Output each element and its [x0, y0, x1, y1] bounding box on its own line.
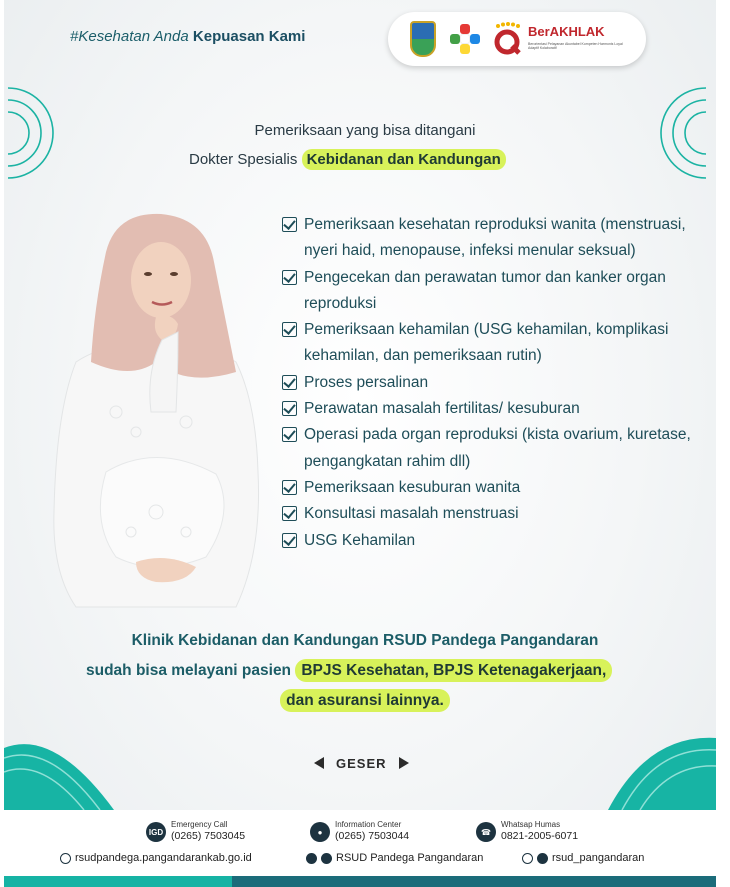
- hashtag-italic: #Kesehatan Anda: [70, 28, 189, 45]
- decorative-wave-right: [608, 728, 716, 810]
- whatsapp-label: Whatsap Humas: [501, 820, 561, 829]
- facebook-icon: [321, 853, 332, 864]
- info-label: Information Center: [335, 820, 402, 829]
- logo-pill: [388, 12, 646, 66]
- clinic-line-1: Klinik Kebidanan dan Kandungan RSUD Pandega Pangandaran: [131, 632, 599, 649]
- checkbox-icon: [282, 480, 297, 495]
- service-item: Pemeriksaan kesehatan reproduksi wanita (menstruasi, nyeri haid, menopause, infeksi menular seksual): [282, 212, 702, 265]
- clinic-line-3: [4, 692, 716, 710]
- service-item: Pemeriksaan kehamilan (USG kehamilan, komplikasi kehamilan, dan pemeriksaan rutin): [282, 317, 702, 370]
- emergency-icon: IGD: [146, 822, 166, 842]
- pangandaran-crest-icon: [410, 21, 436, 57]
- checkbox-icon: [282, 322, 297, 337]
- berakhlak-mark-icon: [492, 22, 524, 56]
- checkbox-icon: [282, 427, 297, 442]
- info-contact: [310, 820, 409, 843]
- service-item: USG Kehamilan: [282, 528, 702, 554]
- emergency-label: Emergency Call: [171, 820, 228, 829]
- instagram-tiktok-text[interactable]: rsud_pangandaran: [552, 852, 645, 864]
- emergency-value[interactable]: (0265) 7503045: [171, 830, 246, 842]
- clinic-line-3-highlight: dan asuransi lainnya.: [280, 689, 450, 712]
- services-checklist: [282, 212, 702, 554]
- heading-line-2: [189, 151, 506, 168]
- footer: [4, 810, 716, 876]
- swipe-indicator[interactable]: [314, 754, 409, 772]
- berakhlak-logo-subtext: Berorientasi Pelayanan Akuntabel Kompeten Harmonis Loyal Adaptif Kolaboratif: [528, 42, 623, 50]
- service-item: Konsultasi masalah menstruasi: [282, 501, 702, 527]
- clinic-line-2-prefix: sudah bisa melayani pasien: [86, 662, 292, 679]
- whatsapp-contact: [476, 820, 578, 843]
- checkbox-icon: [282, 533, 297, 548]
- heading-line-1: Pemeriksaan yang bisa ditangani: [254, 122, 476, 139]
- checkbox-icon: [282, 506, 297, 521]
- youtube-facebook-text[interactable]: RSUD Pandega Pangandaran: [336, 852, 484, 864]
- globe-icon: [60, 853, 71, 864]
- right-margin: [716, 0, 730, 887]
- hashtag-tagline: [70, 28, 305, 45]
- heading-prefix: Dokter Spesialis: [189, 151, 298, 168]
- poster: [4, 0, 716, 887]
- decorative-wave-left: [4, 728, 114, 810]
- checkbox-icon: [282, 401, 297, 416]
- checkbox-icon: [282, 270, 297, 285]
- service-item: Pengecekan dan perawatan tumor dan kanker organ reproduksi: [282, 265, 702, 318]
- website-link[interactable]: [60, 852, 252, 864]
- website-text[interactable]: rsudpandega.pangandarankab.go.id: [75, 852, 252, 864]
- heading-highlight: Kebidanan dan Kandungan: [302, 149, 506, 170]
- hashtag-bold: Kepuasan Kami: [192, 28, 306, 45]
- chat-icon: ●: [310, 822, 330, 842]
- checkbox-icon: [282, 375, 297, 390]
- clinic-line-2-highlight: BPJS Kesehatan, BPJS Ketenagakerjaan,: [295, 659, 612, 682]
- info-value[interactable]: (0265) 7503044: [335, 830, 410, 842]
- tiktok-icon: [537, 853, 548, 864]
- health-cross-icon: [450, 24, 480, 54]
- whatsapp-icon: ☎: [476, 822, 496, 842]
- checkbox-icon: [282, 217, 297, 232]
- whatsapp-value[interactable]: 0821-2005-6071: [501, 830, 579, 842]
- footer-color-bar: [4, 876, 716, 887]
- arrow-right-icon[interactable]: [399, 757, 409, 769]
- swipe-label: GESER: [336, 755, 387, 771]
- youtube-icon: [306, 853, 317, 864]
- service-item: Operasi pada organ reproduksi (kista ovarium, kuretase, pengangkatan rahim dll): [282, 422, 702, 475]
- arrow-left-icon[interactable]: [314, 757, 324, 769]
- clinic-line-2: [86, 662, 612, 680]
- pregnant-woman-illustration: [36, 212, 272, 612]
- service-item: Proses persalinan: [282, 370, 702, 396]
- instagram-tiktok-link[interactable]: [522, 852, 644, 864]
- service-item: Pemeriksaan kesuburan wanita: [282, 475, 702, 501]
- emergency-contact: [146, 820, 245, 843]
- service-item: Perawatan masalah fertilitas/ kesuburan: [282, 396, 702, 422]
- instagram-icon: [522, 853, 533, 864]
- youtube-facebook-link[interactable]: [306, 852, 483, 864]
- berakhlak-logo-text: BerAKHLAK: [528, 24, 605, 39]
